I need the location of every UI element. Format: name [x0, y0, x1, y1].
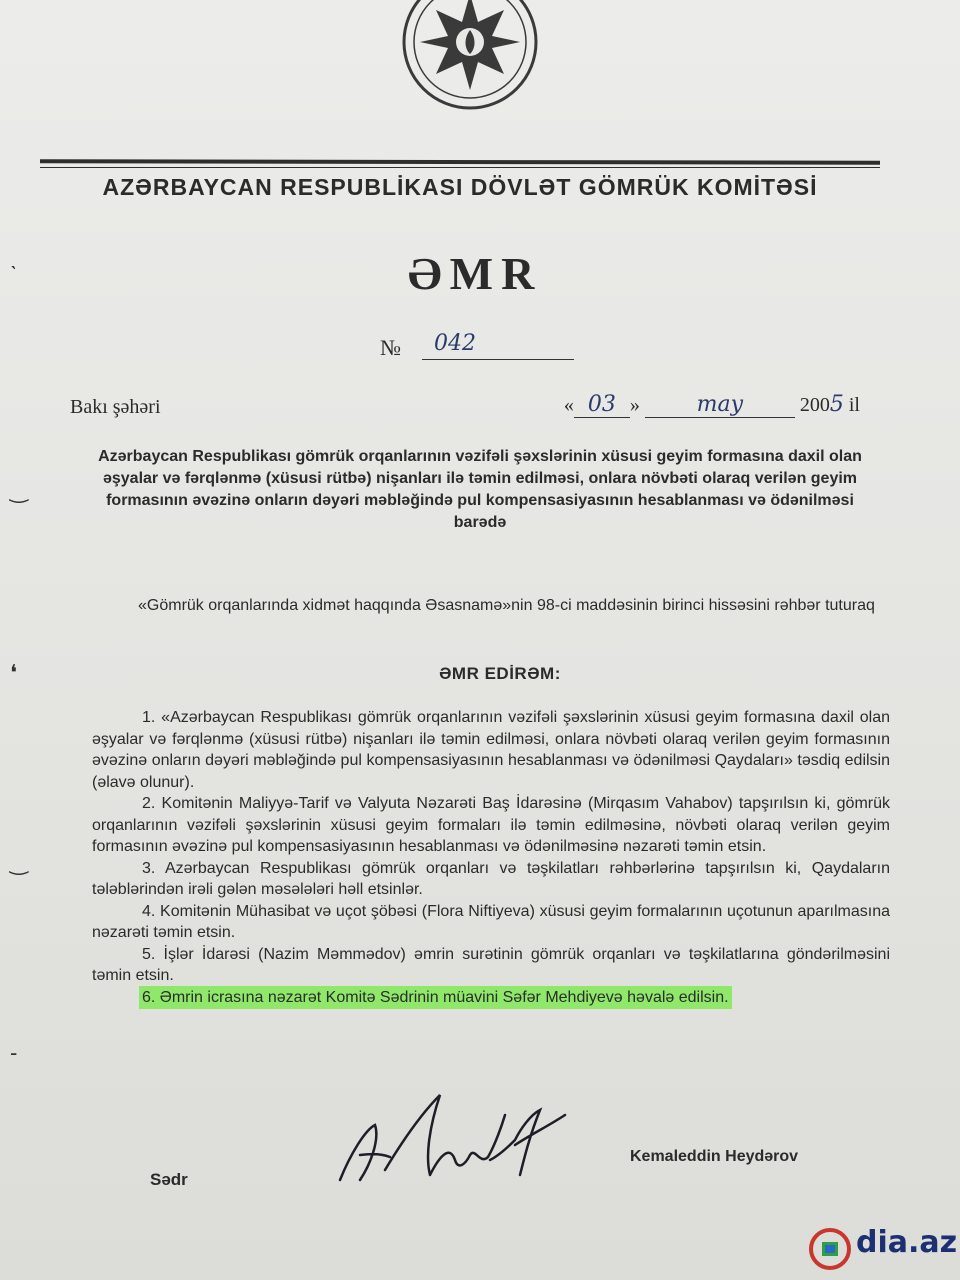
header-rule-thin [40, 167, 880, 168]
preamble [90, 594, 880, 618]
place-date-row [70, 392, 860, 424]
site-watermark [808, 1225, 958, 1273]
date-day: 03 [574, 392, 630, 418]
signatory-title: Sədr [150, 1170, 188, 1189]
order-items [92, 707, 890, 1008]
punch-mark-icon: ˋ [10, 262, 18, 287]
header-rule [40, 159, 880, 164]
date-month: may [645, 392, 795, 418]
number-sign: № [380, 335, 401, 360]
order-item: 1. «Azərbaycan Respublikası gömrük orqanlarının vəzifəli şəxslərinin xüsusi geyim formasına daxil olan əşyalar və fərqlənmə (xüsusi rütbə) nişanları ilə təmin edilməsi, onlara növbəti olaraq verilən geyim formasının əvəzinə onların dəyəri məbləğində pul kompensasiyasının hesablanması və ödənilməsi Qaydaları» təsdiq edilsin (əlavə olunur). [92, 709, 890, 791]
order-item: 2. Komitənin Maliyyə-Tarif və Valyuta Nəzarəti Baş İdarəsinə (Mirqasım Vahabov) tapşırılsın ki, gömrük orqanlarının vəzifəli şəxslərinin xüsusi geyim formaları ilə təmin edilməsinə, növbəti olaraq verilən geyim formasının əvəzinə pul kompensasiyasının hesablanması və ödənilməsinə nəzarəti təmin etsin. [92, 795, 890, 855]
state-emblem-icon [400, 0, 540, 120]
order-item: 5. İşlər İdarəsi (Nazim Məmmədov) əmrin surətinin gömrük orqanları və təşkilatlarına göndərilməsini təmin etsin. [92, 945, 890, 984]
handwritten-signature [330, 1085, 570, 1195]
organization-name: AZƏRBAYCAN RESPUBLİKASI DÖVLƏT GÖMRÜK KOMİTƏSİ [102, 174, 818, 200]
preamble-text: «Gömrük orqanlarında xidmət haqqında Əsasnamə»nin 98-ci maddəsinin birinci hissəsini rəhbər tuturaq [138, 597, 875, 614]
decree-heading: ƏMR EDİRƏM: [439, 664, 561, 683]
city-label: Bakı şəhəri [70, 396, 161, 418]
highlighted-text: 6. Əmrin icrasına nəzarət Komitə Sədrinin müavini Səfər Mehdiyevə həvalə edilsin. [142, 988, 729, 1006]
date-year-suffix: il [848, 394, 860, 416]
order-date [564, 392, 860, 418]
punch-mark-icon: ‿ [10, 850, 28, 875]
signatory-name: Kemaleddin Heydərov [630, 1148, 799, 1165]
order-item: 4. Komitənin Mühasibat və uçot şöbəsi (Flora Niftiyeva) xüsusi geyim formalarının uçotunun aparılmasına nəzarəti təmin etsin. [92, 902, 890, 941]
punch-mark-icon: ‿ [10, 478, 28, 503]
punch-mark-icon: - [10, 1040, 18, 1065]
date-year-printed: 200 [799, 394, 830, 416]
punch-mark-icon: ❛ [10, 660, 18, 685]
order-item: 3. Azərbaycan Respublikası gömrük orqanları və təşkilatları rəhbərlərinə tapşırılsın ki, Qaydaların tələblərindən irəli gələn məsələləri həll etsinlər. [92, 859, 890, 898]
watermark-text: dia.az [856, 1225, 958, 1260]
date-year-hand: 5 [829, 392, 844, 417]
order-item-highlighted [92, 987, 890, 1009]
document-title: ƏMR [407, 248, 543, 299]
date-open-quote: « [563, 394, 574, 416]
date-close-quote: » [629, 394, 640, 416]
order-subject: Azərbaycan Respublikası gömrük orqanlarının vəzifəli şəxslərinin xüsusi geyim formasına daxil olan əşyalar və fərqlənmə (xüsusi rütbə) nişanları ilə təmin edilməsi, onlara növbəti olaraq verilən geyim formasının əvəzinə onların dəyəri məbləğində pul kompensasiyasının hesablanması və ödənilməsi barədə [98, 448, 862, 531]
order-number-value: 042 [422, 331, 574, 360]
dia-logo-icon [808, 1227, 852, 1271]
